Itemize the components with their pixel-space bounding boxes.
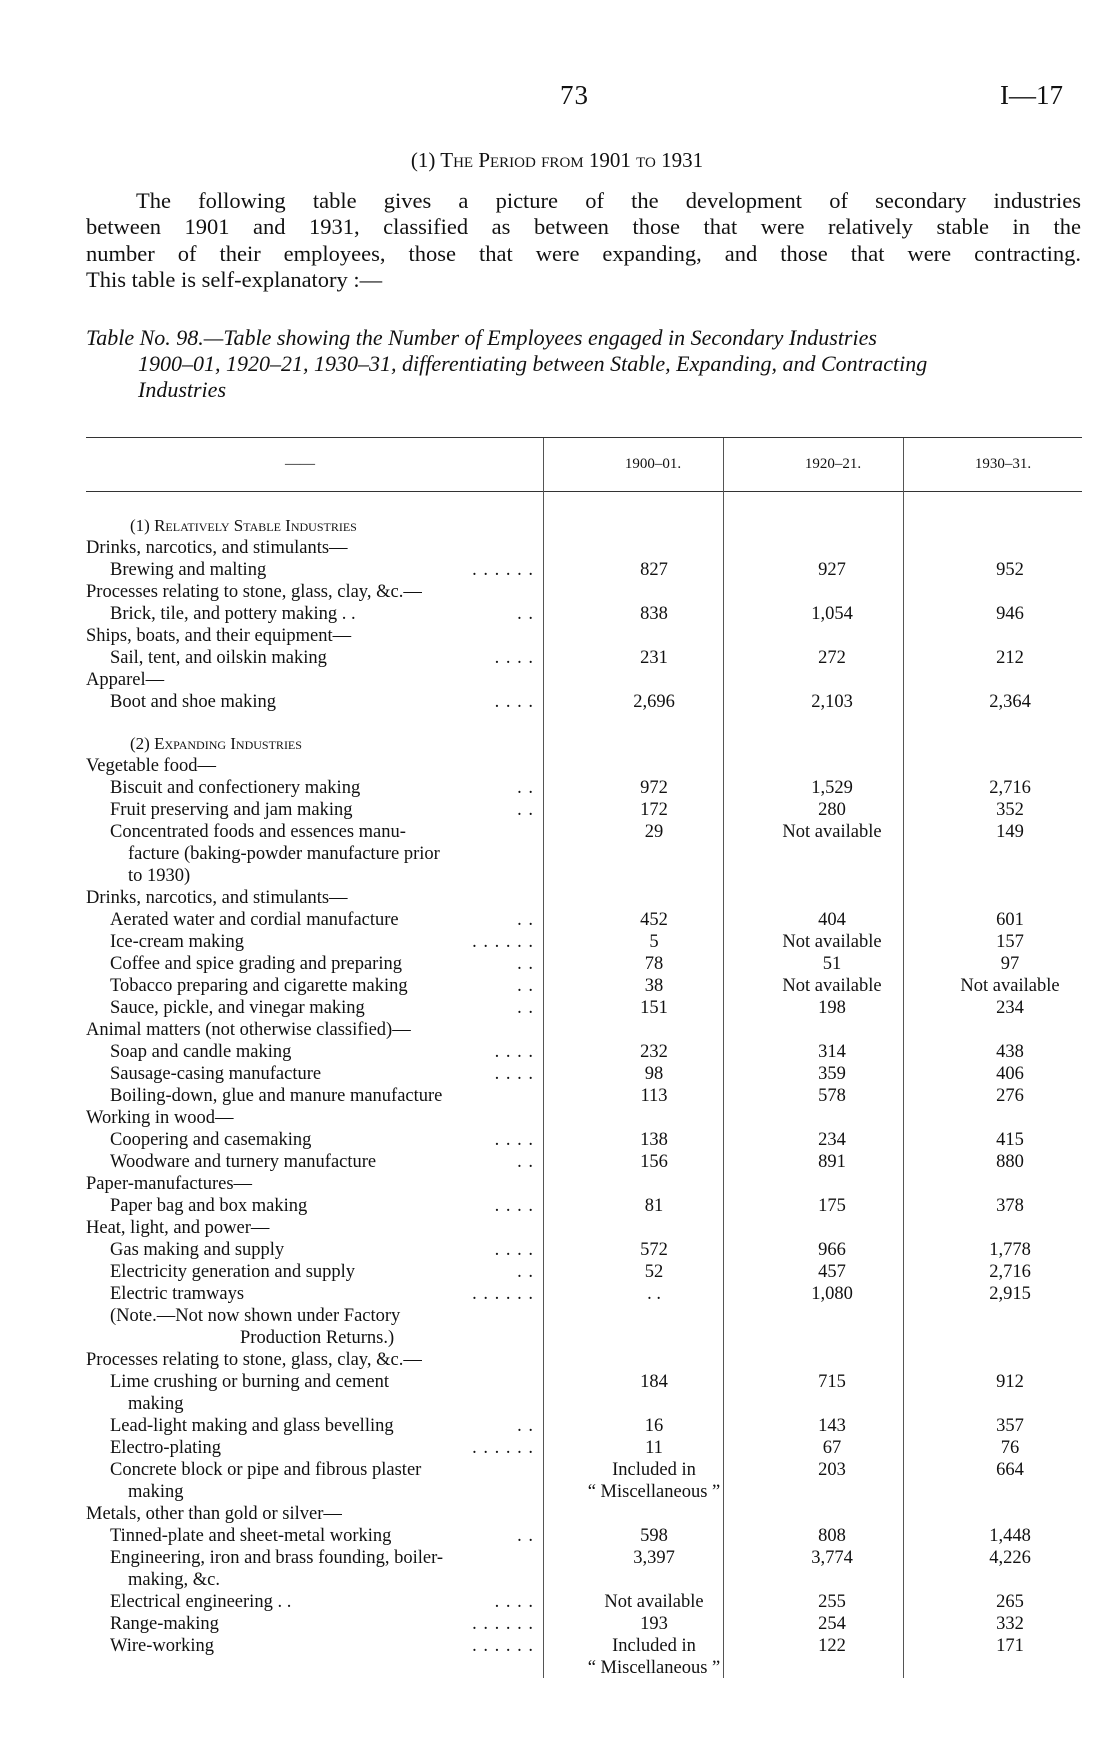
value-cell: 97	[1000, 954, 1020, 974]
value-cell: Not available	[782, 932, 882, 952]
table-row	[0, 1349, 1114, 1371]
row-label: Lime crushing or burning and cement	[110, 1372, 389, 1392]
leader-dots: . . . .	[494, 692, 534, 712]
value-cell: 927	[818, 560, 846, 580]
value-cell: 212	[996, 648, 1024, 668]
leader-dots: . .	[517, 1152, 534, 1172]
value-cell: 2,716	[989, 778, 1031, 798]
value-cell: 946	[996, 604, 1024, 624]
value-cell: 972	[640, 778, 668, 798]
row-label: Tinned-plate and sheet-metal working	[110, 1526, 392, 1546]
value-cell: “ Miscellaneous ”	[587, 1482, 721, 1502]
row-label: Paper bag and box making	[110, 1196, 308, 1216]
table-caption	[86, 325, 1081, 403]
value-cell: 232	[640, 1042, 668, 1062]
column-header-1900: 1900–01.	[624, 456, 682, 472]
value-cell: 138	[640, 1130, 668, 1150]
table-row	[0, 997, 1114, 1019]
leader-dots: . .	[517, 976, 534, 996]
row-label: Woodware and turnery manufacture	[110, 1152, 377, 1172]
value-cell: 2,364	[989, 692, 1031, 712]
value-cell: 601	[996, 910, 1024, 930]
value-cell: 664	[996, 1460, 1024, 1480]
row-label: Ice-cream making	[110, 932, 245, 952]
value-cell: 76	[1000, 1438, 1020, 1458]
value-cell: 352	[996, 800, 1024, 820]
leader-dots: . . . .	[494, 1042, 534, 1062]
leader-dots: . .	[517, 954, 534, 974]
caption-line: Table No. 98.—Table showing the Number of Employees engaged in Secondary Industries	[86, 325, 877, 350]
leader-dots: . .	[517, 604, 534, 624]
value-cell: 122	[818, 1636, 846, 1656]
table-row	[0, 1019, 1114, 1041]
value-cell: 78	[644, 954, 664, 974]
row-label: Drinks, narcotics, and stimulants—	[86, 538, 348, 558]
table-row	[0, 1327, 1114, 1349]
row-label: Coopering and casemaking	[110, 1130, 312, 1150]
table-row	[0, 1371, 1114, 1393]
value-cell: 67	[822, 1438, 842, 1458]
value-cell: 357	[996, 1416, 1024, 1436]
row-label: Soap and candle making	[110, 1042, 292, 1062]
row-label: Electrical engineering . .	[110, 1592, 292, 1612]
row-label: Paper-manufactures—	[86, 1174, 253, 1194]
value-cell: 5	[649, 932, 659, 952]
intro-paragraph	[86, 188, 1081, 294]
table-row	[0, 1107, 1114, 1129]
value-cell: 2,915	[989, 1284, 1031, 1304]
value-cell: 51	[822, 954, 842, 974]
value-cell: 265	[996, 1592, 1024, 1612]
row-label: Electric tramways	[110, 1284, 245, 1304]
row-label: Lead-light making and glass bevelling	[110, 1416, 394, 1436]
table-row	[0, 1151, 1114, 1173]
leader-dots: . . . .	[494, 1064, 534, 1084]
table-row	[0, 669, 1114, 691]
value-cell: 175	[818, 1196, 846, 1216]
row-label: facture (baking-powder manufacture prior	[128, 844, 440, 864]
leader-dots: . .	[517, 1526, 534, 1546]
table-row	[0, 821, 1114, 843]
table-row	[0, 1657, 1114, 1679]
table-row	[0, 1613, 1114, 1635]
table-row	[0, 843, 1114, 865]
row-label: (2) Expanding Industries	[130, 734, 302, 753]
value-cell: 184	[640, 1372, 668, 1392]
header-dash: ——	[285, 456, 315, 472]
row-label: Working in wood—	[86, 1108, 234, 1128]
column-header-1920: 1920–21.	[804, 456, 862, 472]
value-cell: 378	[996, 1196, 1024, 1216]
value-cell: Not available	[782, 822, 882, 842]
value-cell: 254	[818, 1614, 846, 1634]
table-row	[0, 887, 1114, 909]
value-cell: Included in	[612, 1460, 696, 1480]
row-label: making, &c.	[128, 1570, 220, 1590]
table-row	[0, 691, 1114, 713]
row-label: to 1930)	[128, 866, 191, 886]
column-header-1930: 1930–31.	[974, 456, 1032, 472]
table-row	[0, 1591, 1114, 1613]
row-label: Drinks, narcotics, and stimulants—	[86, 888, 348, 908]
value-cell: 1,054	[811, 604, 853, 624]
value-cell: 1,778	[989, 1240, 1031, 1260]
value-cell: 29	[644, 822, 664, 842]
table-row	[0, 909, 1114, 931]
leader-dots: . . . .	[494, 1592, 534, 1612]
row-label: Coffee and spice grading and preparing	[110, 954, 402, 974]
leader-dots: . .	[517, 1416, 534, 1436]
leader-dots: . . . .	[494, 1240, 534, 1260]
table-row	[0, 799, 1114, 821]
value-cell: 234	[996, 998, 1024, 1018]
row-label: Range-making	[110, 1614, 219, 1634]
value-cell: 1,448	[989, 1526, 1031, 1546]
row-label: Boot and shoe making	[110, 692, 276, 712]
table-row	[0, 1481, 1114, 1503]
row-label: Brick, tile, and pottery making . .	[110, 604, 356, 624]
table-row	[0, 559, 1114, 581]
row-label: making	[128, 1394, 184, 1414]
table-row	[0, 1503, 1114, 1525]
value-cell: 438	[996, 1042, 1024, 1062]
value-cell: 16	[644, 1416, 664, 1436]
table-top-rule	[86, 437, 1082, 438]
value-cell: 912	[996, 1372, 1024, 1392]
leader-dots: . . . . . .	[472, 1614, 534, 1634]
value-cell: 332	[996, 1614, 1024, 1634]
value-cell: 98	[644, 1064, 664, 1084]
value-cell: Not available	[960, 976, 1060, 996]
value-cell: 457	[818, 1262, 846, 1282]
table-row	[0, 1569, 1114, 1591]
value-cell: 1,080	[811, 1284, 853, 1304]
value-cell: 276	[996, 1086, 1024, 1106]
row-label: (Note.—Not now shown under Factory	[110, 1306, 401, 1326]
value-cell: 156	[640, 1152, 668, 1172]
value-cell: 2,696	[633, 692, 675, 712]
row-label: Apparel—	[86, 670, 165, 690]
value-cell: 827	[640, 560, 668, 580]
value-cell: 2,103	[811, 692, 853, 712]
row-label: Boiling-down, glue and manure manufacture	[110, 1086, 443, 1106]
value-cell: 572	[640, 1240, 668, 1260]
table-row	[0, 1063, 1114, 1085]
value-cell: 406	[996, 1064, 1024, 1084]
page-number: 73	[560, 80, 589, 110]
table-row	[0, 1525, 1114, 1547]
table-row	[0, 1195, 1114, 1217]
table-row	[0, 581, 1114, 603]
value-cell: 966	[818, 1240, 846, 1260]
row-label: Biscuit and confectionery making	[110, 778, 361, 798]
value-cell: . .	[647, 1284, 661, 1304]
table-row	[0, 865, 1114, 887]
value-cell: 272	[818, 648, 846, 668]
value-cell: 3,774	[811, 1548, 853, 1568]
leader-dots: . . . .	[494, 1130, 534, 1150]
row-label: Sausage-casing manufacture	[110, 1064, 322, 1084]
table-row	[0, 1217, 1114, 1239]
table-row	[0, 755, 1114, 777]
value-cell: 452	[640, 910, 668, 930]
table-row	[0, 1085, 1114, 1107]
value-cell: 1,529	[811, 778, 853, 798]
leader-dots: . .	[517, 800, 534, 820]
table-row	[0, 1261, 1114, 1283]
row-label: Electricity generation and supply	[110, 1262, 356, 1282]
value-cell: 404	[818, 910, 846, 930]
row-label: Animal matters (not otherwise classified)—	[86, 1020, 411, 1040]
value-cell: 81	[644, 1196, 664, 1216]
value-cell: 193	[640, 1614, 668, 1634]
value-cell: Not available	[604, 1592, 704, 1612]
row-label: making	[128, 1482, 184, 1502]
table-row	[0, 1305, 1114, 1327]
row-label: Brewing and malting	[110, 560, 267, 580]
table-row	[0, 1283, 1114, 1305]
value-cell: 149	[996, 822, 1024, 842]
intro-line: between 1901 and 1931, classified as between those that were relatively stable in the	[86, 214, 1081, 240]
leader-dots: . . . . . .	[472, 932, 534, 952]
table-row	[0, 647, 1114, 669]
caption-line: 1900–01, 1920–21, 1930–31, differentiating between Stable, Expanding, and Contracting	[138, 351, 928, 376]
row-label: Processes relating to stone, glass, clay, &c.—	[86, 582, 422, 602]
table-row	[0, 1415, 1114, 1437]
table-row	[0, 931, 1114, 953]
row-label: Sail, tent, and oilskin making	[110, 648, 327, 668]
table-header-rule	[86, 491, 1082, 492]
table-row	[0, 1635, 1114, 1657]
leader-dots: . .	[517, 778, 534, 798]
page-reference: I—17	[1000, 80, 1063, 110]
leader-dots: . .	[517, 910, 534, 930]
value-cell: 808	[818, 1526, 846, 1546]
row-label: Heat, light, and power—	[86, 1218, 270, 1238]
value-cell: 151	[640, 998, 668, 1018]
row-label: Aerated water and cordial manufacture	[110, 910, 399, 930]
row-label: Fruit preserving and jam making	[110, 800, 353, 820]
row-label: Tobacco preparing and cigarette making	[110, 976, 408, 996]
table-row	[0, 603, 1114, 625]
value-cell: 880	[996, 1152, 1024, 1172]
value-cell: 203	[818, 1460, 846, 1480]
value-cell: 2,716	[989, 1262, 1031, 1282]
row-label: Gas making and supply	[110, 1240, 285, 1260]
table-row	[0, 1239, 1114, 1261]
value-cell: 113	[640, 1086, 668, 1106]
table-row	[0, 975, 1114, 997]
value-cell: 359	[818, 1064, 846, 1084]
intro-line: The following table gives a picture of the development of secondary industries	[136, 188, 1081, 213]
table-row	[0, 1041, 1114, 1063]
row-label: Wire-working	[110, 1636, 215, 1656]
value-cell: “ Miscellaneous ”	[587, 1658, 721, 1678]
table-row	[0, 625, 1114, 647]
value-cell: 171	[996, 1636, 1024, 1656]
row-label: Vegetable food—	[86, 756, 216, 776]
table-row	[0, 1393, 1114, 1415]
value-cell: 715	[818, 1372, 846, 1392]
value-cell: 234	[818, 1130, 846, 1150]
value-cell: 38	[644, 976, 664, 996]
value-cell: Included in	[612, 1636, 696, 1656]
leader-dots: . . . .	[494, 1196, 534, 1216]
section-row	[0, 733, 1114, 755]
value-cell: 172	[640, 800, 668, 820]
table-row	[0, 1459, 1114, 1481]
row-label: Ships, boats, and their equipment—	[86, 626, 352, 646]
value-cell: 255	[818, 1592, 846, 1612]
table-row	[0, 953, 1114, 975]
row-label: Processes relating to stone, glass, clay, &c.—	[86, 1350, 422, 1370]
row-label: Electro-plating	[110, 1438, 221, 1458]
value-cell: 52	[644, 1262, 664, 1282]
value-cell: 3,397	[633, 1548, 675, 1568]
table-row	[0, 1173, 1114, 1195]
table-row	[0, 1547, 1114, 1569]
leader-dots: . . . . . .	[472, 1284, 534, 1304]
row-label: Concrete block or pipe and fibrous plaster	[110, 1460, 422, 1480]
leader-dots: . . . .	[494, 648, 534, 668]
row-label: (1) Relatively Stable Industries	[130, 516, 357, 535]
row-label: Metals, other than gold or silver—	[86, 1504, 342, 1524]
value-cell: 415	[996, 1130, 1024, 1150]
value-cell: 143	[818, 1416, 846, 1436]
section-row	[0, 515, 1114, 537]
row-label: Sauce, pickle, and vinegar making	[110, 998, 365, 1018]
leader-dots: . .	[517, 998, 534, 1018]
leader-dots: . . . . . .	[472, 1636, 534, 1656]
leader-dots: . . . . . .	[472, 1438, 534, 1458]
leader-dots: . .	[517, 1262, 534, 1282]
intro-line: number of their employees, those that were expanding, and those that were contracting.	[86, 240, 1081, 266]
table-row	[0, 1437, 1114, 1459]
value-cell: 11	[645, 1438, 663, 1458]
value-cell: 578	[818, 1086, 846, 1106]
row-label: Concentrated foods and essences manu-	[110, 822, 406, 842]
value-cell: 4,226	[989, 1548, 1031, 1568]
table-row	[0, 1129, 1114, 1151]
row-label: Production Returns.)	[240, 1328, 395, 1348]
caption-line: Industries	[138, 377, 226, 402]
row-label: Engineering, iron and brass founding, boiler-	[110, 1548, 444, 1568]
value-cell: Not available	[782, 976, 882, 996]
leader-dots: . . . . . .	[472, 560, 534, 580]
section-heading: (1) The Period from 1901 to 1931	[410, 148, 704, 172]
value-cell: 157	[996, 932, 1024, 952]
intro-line: This table is self-explanatory :—	[86, 267, 383, 293]
value-cell: 598	[640, 1526, 668, 1546]
table-row	[0, 537, 1114, 559]
value-cell: 838	[640, 604, 668, 624]
value-cell: 231	[640, 648, 668, 668]
value-cell: 280	[818, 800, 846, 820]
value-cell: 891	[818, 1152, 846, 1172]
value-cell: 952	[996, 560, 1024, 580]
value-cell: 198	[818, 998, 846, 1018]
value-cell: 314	[818, 1042, 846, 1062]
table-row	[0, 777, 1114, 799]
